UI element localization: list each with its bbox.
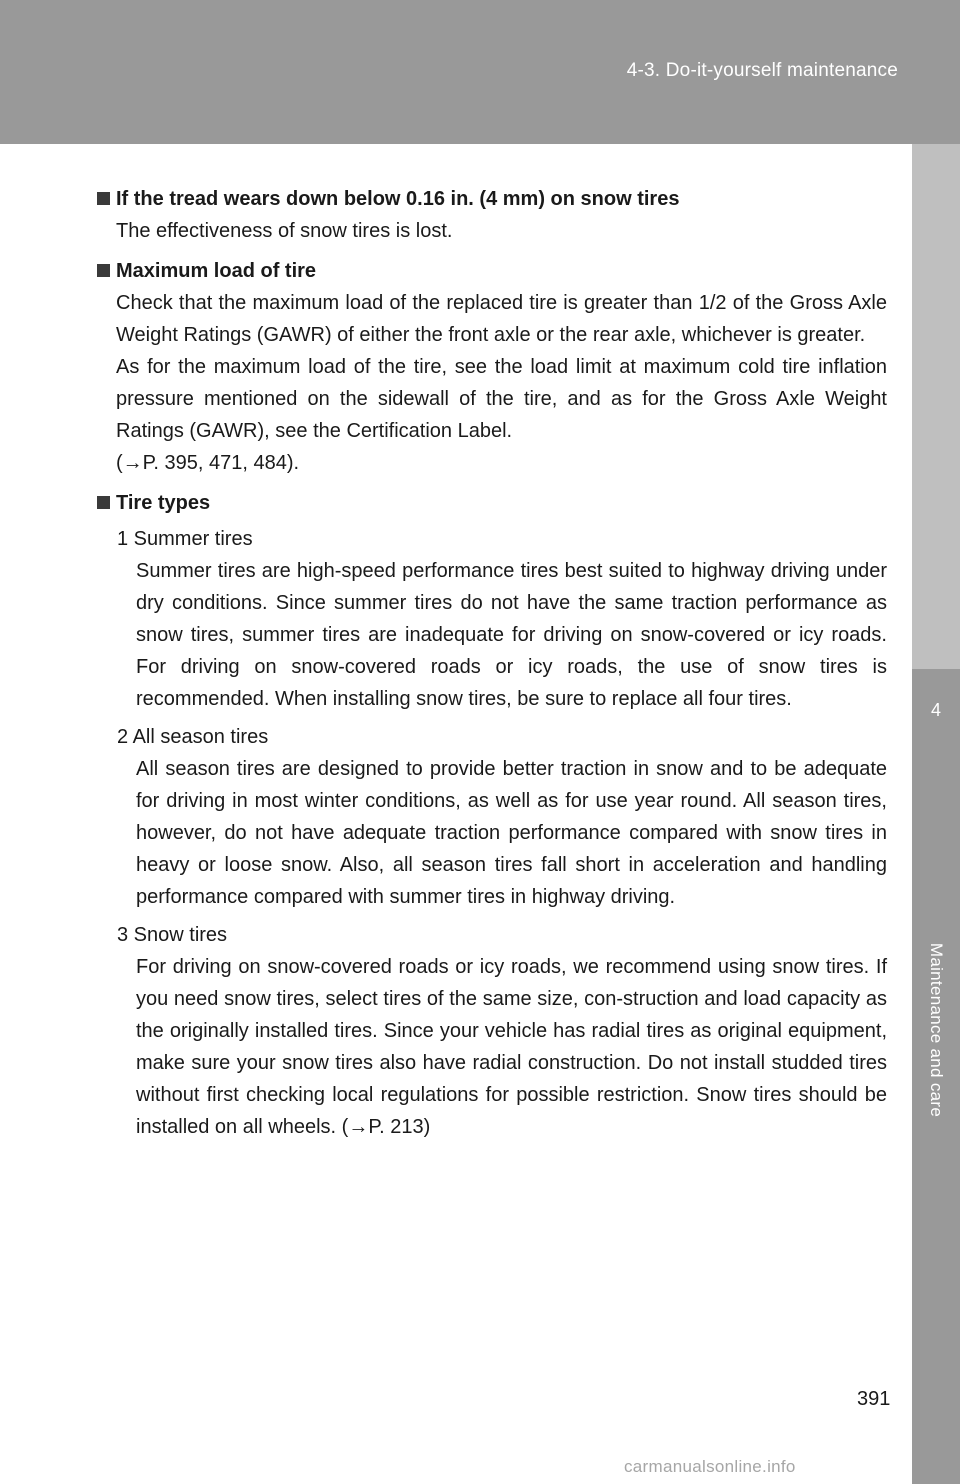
list-item-text: Summer tires are high-speed performance tires best suited to highway driving under dry conditions. Since summer tires do not have the same traction performance as snow tires, summer tires are inadequate for driving on snow-covered or icy roads. For driving on snow-covered roads or icy roads, the use of snow tires is recommended. When installing snow tires, be sure to replace all four tires. [136,560,887,710]
square-bullet-icon [97,264,110,277]
paragraph: As for the maximum load of the tire, see the load limit at maximum cold tire inflation pressure mentioned on the sidewall of the tire, and as for the Gross Axle Weight Ratings (GAWR), see the Certification Label. [116,356,887,442]
side-bar [912,144,960,669]
section-body [97,215,887,247]
heading-text: Tire types [116,492,211,514]
square-bullet-icon [97,192,110,205]
section-body [97,287,887,479]
section-max-load [97,255,887,479]
page-number: 391 [857,1388,891,1410]
chapter-number: 4 [930,700,941,720]
section-tire-types [97,487,887,1143]
heading-text: Maximum load of tire [116,260,317,282]
section-title: 4-3. Do-it-yourself maintenance [626,60,898,81]
section-snow-tread [97,183,887,247]
list-item-text: For driving on snow-covered roads or icy roads, we recommend using snow tires. If you need snow tires, select tires of the same size, con-struction and load capacity as the originally installed tires. Since your vehicle has radial tires as original equipment, make sure your snow tires also have radial construction. Do not install studded tires without first checking local regulations for possible restriction. Snow tires should be installed on all wheels. (→P. 213) [136,956,887,1138]
square-bullet-icon [97,496,110,509]
section-heading [97,255,887,287]
page-header [0,0,960,144]
list-item-title: 2 All season tires [117,726,269,748]
page-reference: (→P. 395, 471, 484). [116,452,300,474]
paragraph: The effectiveness of snow tires is lost. [116,220,453,242]
heading-text: If the tread wears down below 0.16 in. (4 mm) on snow tires [116,188,680,210]
page-content [97,183,887,1151]
list-item-title: 3 Snow tires [117,924,228,946]
section-heading [97,487,887,519]
watermark: carmanualsonline.info [624,1457,796,1476]
chapter-label: Maintenance and care [927,942,946,1118]
list-item-text: All season tires are designed to provide better traction in snow and to be adequate for driving in most winter conditions, as well as for use year round. All season tires, however, do not have adequate traction performance compared with snow tires in heavy or loose snow. Also, all season tires fall short in acceleration and handling performance compared with summer tires in highway driving. [136,758,887,908]
list-item-title: 1 Summer tires [117,528,253,550]
section-heading [97,183,887,215]
paragraph: Check that the maximum load of the replaced tire is greater than 1/2 of the Gross Axle Weight Ratings (GAWR) of either the front axle or the rear axle, whichever is greater. [116,292,887,346]
